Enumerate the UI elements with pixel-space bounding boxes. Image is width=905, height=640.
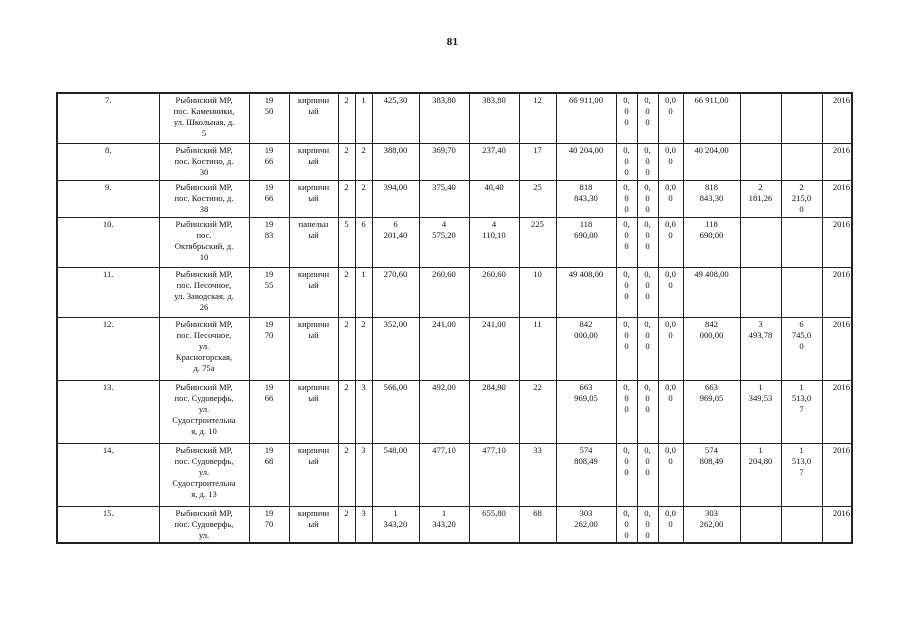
table-row <box>57 217 852 267</box>
completion-year-cell: 2016 <box>822 506 852 543</box>
year-built-cell: 19 70 <box>249 317 289 380</box>
row-number-cell: 7. <box>57 93 159 143</box>
table-row <box>57 317 852 380</box>
entrances-cell: 1 <box>355 93 372 143</box>
wall-material-cell: кирпичн ый <box>289 93 338 143</box>
max-cost-per-m2-cell <box>781 506 822 543</box>
total-area-cell: 6 201,40 <box>372 217 419 267</box>
year-built-cell: 19 55 <box>249 267 289 317</box>
total-area-cell: 270,60 <box>372 267 419 317</box>
cost-per-m2-cell <box>740 267 781 317</box>
local-fund-cell: 0,0 0 <box>658 506 683 543</box>
cost-per-m2-cell <box>740 506 781 543</box>
local-fund-cell: 0,0 0 <box>658 267 683 317</box>
private-area-cell: 237,40 <box>469 143 519 180</box>
floors-cell: 2 <box>338 443 355 506</box>
total-area-cell: 548,00 <box>372 443 419 506</box>
living-area-cell: 369,70 <box>419 143 469 180</box>
row-number-cell: 8. <box>57 143 159 180</box>
owners-fund-cell: 663 969,05 <box>683 380 740 443</box>
total-cost-cell: 818 843,30 <box>556 180 616 217</box>
wall-material-cell: панельн ый <box>289 217 338 267</box>
wall-material-cell: кирпичн ый <box>289 317 338 380</box>
owners-fund-cell: 118 690,00 <box>683 217 740 267</box>
living-area-cell: 477,10 <box>419 443 469 506</box>
local-fund-cell: 0,0 0 <box>658 93 683 143</box>
entrances-cell: 2 <box>355 180 372 217</box>
federal-fund-cell: 0, 0 0 <box>616 317 637 380</box>
cost-per-m2-cell: 2 181,26 <box>740 180 781 217</box>
wall-material-cell: кирпичн ый <box>289 443 338 506</box>
max-cost-per-m2-cell <box>781 267 822 317</box>
total-cost-cell: 303 262,00 <box>556 506 616 543</box>
max-cost-per-m2-cell: 6 745,0 0 <box>781 317 822 380</box>
regional-fund-cell: 0, 0 0 <box>637 443 658 506</box>
regional-fund-cell: 0, 0 0 <box>637 267 658 317</box>
entrances-cell: 1 <box>355 267 372 317</box>
max-cost-per-m2-cell <box>781 143 822 180</box>
private-area-cell: 40,40 <box>469 180 519 217</box>
living-area-cell: 1 343,20 <box>419 506 469 543</box>
address-cell: Рыбинский МР, пос. Судоверфь, ул. <box>159 506 249 543</box>
floors-cell: 2 <box>338 180 355 217</box>
completion-year-cell: 2016 <box>822 93 852 143</box>
address-cell: Рыбинский МР, пос. Каменники, ул. Школьная, д. 5 <box>159 93 249 143</box>
entrances-cell: 2 <box>355 143 372 180</box>
federal-fund-cell: 0, 0 0 <box>616 217 637 267</box>
completion-year-cell: 2016 <box>822 180 852 217</box>
residents-cell: 10 <box>519 267 556 317</box>
federal-fund-cell: 0, 0 0 <box>616 443 637 506</box>
housing-registry-table <box>56 92 853 544</box>
max-cost-per-m2-cell <box>781 93 822 143</box>
total-area-cell: 566,00 <box>372 380 419 443</box>
federal-fund-cell: 0, 0 0 <box>616 180 637 217</box>
year-built-cell: 19 70 <box>249 506 289 543</box>
private-area-cell: 655,80 <box>469 506 519 543</box>
cost-per-m2-cell <box>740 93 781 143</box>
total-cost-cell: 842 000,00 <box>556 317 616 380</box>
private-area-cell: 4 110,10 <box>469 217 519 267</box>
max-cost-per-m2-cell: 1 513,0 7 <box>781 380 822 443</box>
residents-cell: 25 <box>519 180 556 217</box>
regional-fund-cell: 0, 0 0 <box>637 317 658 380</box>
floors-cell: 2 <box>338 143 355 180</box>
wall-material-cell: кирпичн ый <box>289 506 338 543</box>
regional-fund-cell: 0, 0 0 <box>637 217 658 267</box>
local-fund-cell: 0,0 0 <box>658 380 683 443</box>
owners-fund-cell: 303 262,00 <box>683 506 740 543</box>
total-cost-cell: 40 204,00 <box>556 143 616 180</box>
local-fund-cell: 0,0 0 <box>658 317 683 380</box>
regional-fund-cell: 0, 0 0 <box>637 93 658 143</box>
private-area-cell: 260,60 <box>469 267 519 317</box>
residents-cell: 68 <box>519 506 556 543</box>
year-built-cell: 19 66 <box>249 180 289 217</box>
private-area-cell: 383,80 <box>469 93 519 143</box>
row-number-cell: 14. <box>57 443 159 506</box>
residents-cell: 17 <box>519 143 556 180</box>
floors-cell: 2 <box>338 506 355 543</box>
table-row <box>57 506 852 543</box>
living-area-cell: 4 575,20 <box>419 217 469 267</box>
page-number: 81 <box>446 36 459 48</box>
private-area-cell: 241,00 <box>469 317 519 380</box>
residents-cell: 33 <box>519 443 556 506</box>
row-number-cell: 13. <box>57 380 159 443</box>
table-row <box>57 93 852 143</box>
floors-cell: 5 <box>338 217 355 267</box>
living-area-cell: 375,40 <box>419 180 469 217</box>
year-built-cell: 19 66 <box>249 143 289 180</box>
private-area-cell: 284,90 <box>469 380 519 443</box>
address-cell: Рыбинский МР, пос. Песочное, ул. Красногорская, д. 75а <box>159 317 249 380</box>
local-fund-cell: 0,0 0 <box>658 217 683 267</box>
residents-cell: 22 <box>519 380 556 443</box>
floors-cell: 2 <box>338 380 355 443</box>
floors-cell: 2 <box>338 93 355 143</box>
total-area-cell: 394,00 <box>372 180 419 217</box>
living-area-cell: 383,80 <box>419 93 469 143</box>
table-body <box>57 93 852 543</box>
wall-material-cell: кирпичн ый <box>289 380 338 443</box>
total-cost-cell: 66 911,00 <box>556 93 616 143</box>
owners-fund-cell: 49 408,00 <box>683 267 740 317</box>
private-area-cell: 477,10 <box>469 443 519 506</box>
regional-fund-cell: 0, 0 0 <box>637 180 658 217</box>
total-area-cell: 388,00 <box>372 143 419 180</box>
regional-fund-cell: 0, 0 0 <box>637 143 658 180</box>
table-row <box>57 143 852 180</box>
table-row <box>57 267 852 317</box>
federal-fund-cell: 0, 0 0 <box>616 506 637 543</box>
total-cost-cell: 663 969,05 <box>556 380 616 443</box>
living-area-cell: 260,60 <box>419 267 469 317</box>
cost-per-m2-cell <box>740 217 781 267</box>
residents-cell: 12 <box>519 93 556 143</box>
entrances-cell: 2 <box>355 317 372 380</box>
completion-year-cell: 2016 <box>822 317 852 380</box>
total-cost-cell: 118 690,00 <box>556 217 616 267</box>
wall-material-cell: кирпичн ый <box>289 180 338 217</box>
cost-per-m2-cell: 3 493,78 <box>740 317 781 380</box>
total-cost-cell: 49 408,00 <box>556 267 616 317</box>
total-area-cell: 425,30 <box>372 93 419 143</box>
owners-fund-cell: 574 808,49 <box>683 443 740 506</box>
local-fund-cell: 0,0 0 <box>658 180 683 217</box>
entrances-cell: 3 <box>355 506 372 543</box>
cost-per-m2-cell: 1 349,53 <box>740 380 781 443</box>
local-fund-cell: 0,0 0 <box>658 443 683 506</box>
total-area-cell: 1 343,20 <box>372 506 419 543</box>
wall-material-cell: кирпичн ый <box>289 267 338 317</box>
federal-fund-cell: 0, 0 0 <box>616 143 637 180</box>
table-row <box>57 443 852 506</box>
address-cell: Рыбинский МР, пос. Октябрьский, д. 10 <box>159 217 249 267</box>
year-built-cell: 19 66 <box>249 380 289 443</box>
wall-material-cell: кирпичн ый <box>289 143 338 180</box>
owners-fund-cell: 40 204,00 <box>683 143 740 180</box>
entrances-cell: 6 <box>355 217 372 267</box>
total-area-cell: 352,00 <box>372 317 419 380</box>
max-cost-per-m2-cell: 2 215,0 0 <box>781 180 822 217</box>
cost-per-m2-cell <box>740 143 781 180</box>
max-cost-per-m2-cell <box>781 217 822 267</box>
entrances-cell: 3 <box>355 380 372 443</box>
address-cell: Рыбинский МР, пос. Костино, д. 38 <box>159 180 249 217</box>
table-row <box>57 380 852 443</box>
completion-year-cell: 2016 <box>822 267 852 317</box>
completion-year-cell: 2016 <box>822 443 852 506</box>
row-number-cell: 11. <box>57 267 159 317</box>
local-fund-cell: 0,0 0 <box>658 143 683 180</box>
residents-cell: 11 <box>519 317 556 380</box>
living-area-cell: 492,00 <box>419 380 469 443</box>
completion-year-cell: 2016 <box>822 380 852 443</box>
total-cost-cell: 574 808,49 <box>556 443 616 506</box>
max-cost-per-m2-cell: 1 513,0 7 <box>781 443 822 506</box>
living-area-cell: 241,00 <box>419 317 469 380</box>
federal-fund-cell: 0, 0 0 <box>616 267 637 317</box>
floors-cell: 2 <box>338 317 355 380</box>
floors-cell: 2 <box>338 267 355 317</box>
residents-cell: 225 <box>519 217 556 267</box>
year-built-cell: 19 50 <box>249 93 289 143</box>
regional-fund-cell: 0, 0 0 <box>637 380 658 443</box>
row-number-cell: 10. <box>57 217 159 267</box>
owners-fund-cell: 818 843,30 <box>683 180 740 217</box>
owners-fund-cell: 842 000,00 <box>683 317 740 380</box>
completion-year-cell: 2016 <box>822 143 852 180</box>
year-built-cell: 19 83 <box>249 217 289 267</box>
owners-fund-cell: 66 911,00 <box>683 93 740 143</box>
address-cell: Рыбинский МР, пос. Песочное, ул. Заводская, д. 26 <box>159 267 249 317</box>
regional-fund-cell: 0, 0 0 <box>637 506 658 543</box>
row-number-cell: 15. <box>57 506 159 543</box>
row-number-cell: 12. <box>57 317 159 380</box>
address-cell: Рыбинский МР, пос. Костино, д. 30 <box>159 143 249 180</box>
federal-fund-cell: 0, 0 0 <box>616 93 637 143</box>
completion-year-cell: 2016 <box>822 217 852 267</box>
year-built-cell: 19 68 <box>249 443 289 506</box>
address-cell: Рыбинский МР, пос. Судоверфь, ул. Судостроительна я, д. 10 <box>159 380 249 443</box>
federal-fund-cell: 0, 0 0 <box>616 380 637 443</box>
entrances-cell: 3 <box>355 443 372 506</box>
table-row <box>57 180 852 217</box>
address-cell: Рыбинский МР, пос. Судоверфь, ул. Судостроительна я, д. 13 <box>159 443 249 506</box>
cost-per-m2-cell: 1 204,80 <box>740 443 781 506</box>
row-number-cell: 9. <box>57 180 159 217</box>
